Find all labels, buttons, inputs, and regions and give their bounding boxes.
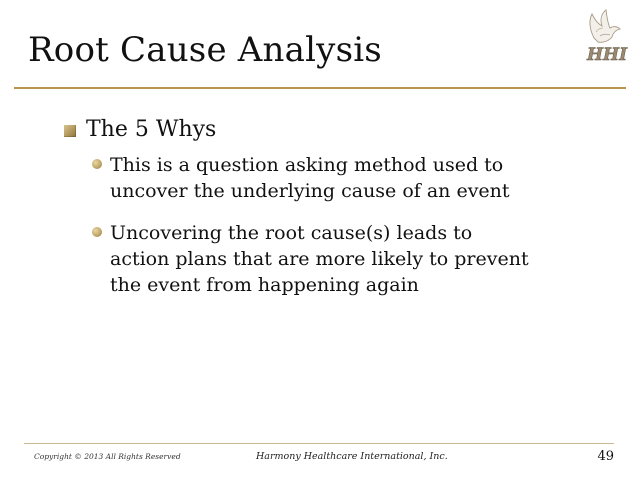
logo-text: HHI bbox=[587, 45, 628, 65]
round-bullet-icon bbox=[92, 227, 102, 237]
page-number: 49 bbox=[597, 449, 614, 464]
footer-company: Harmony Healthcare International, Inc. bbox=[256, 451, 448, 462]
dove-icon bbox=[590, 10, 620, 42]
footer-copyright: Copyright © 2013 All Rights Reserved bbox=[34, 452, 181, 461]
sub-bullet-line: uncover the underlying cause of an event bbox=[110, 180, 510, 202]
sub-bullet-line: action plans that are more likely to prevent bbox=[110, 248, 529, 270]
sub-bullet-line: the event from happening again bbox=[110, 274, 419, 296]
slide-title: Root Cause Analysis bbox=[28, 30, 382, 70]
sub-bullet bbox=[92, 220, 580, 298]
square-bullet-icon bbox=[64, 125, 76, 137]
sub-bullet bbox=[92, 152, 580, 204]
bullet-heading: The 5 Whys bbox=[86, 117, 217, 142]
sub-bullet-line: Uncovering the root cause(s) leads to bbox=[110, 222, 473, 244]
footer-divider bbox=[24, 443, 614, 444]
sub-bullet-text bbox=[110, 220, 580, 298]
sub-bullet-text bbox=[110, 152, 580, 204]
round-bullet-icon bbox=[92, 159, 102, 169]
sub-bullet-line: This is a question asking method used to bbox=[110, 154, 504, 176]
bullet-level1 bbox=[64, 117, 216, 142]
company-logo bbox=[580, 8, 628, 66]
title-divider bbox=[14, 87, 626, 89]
